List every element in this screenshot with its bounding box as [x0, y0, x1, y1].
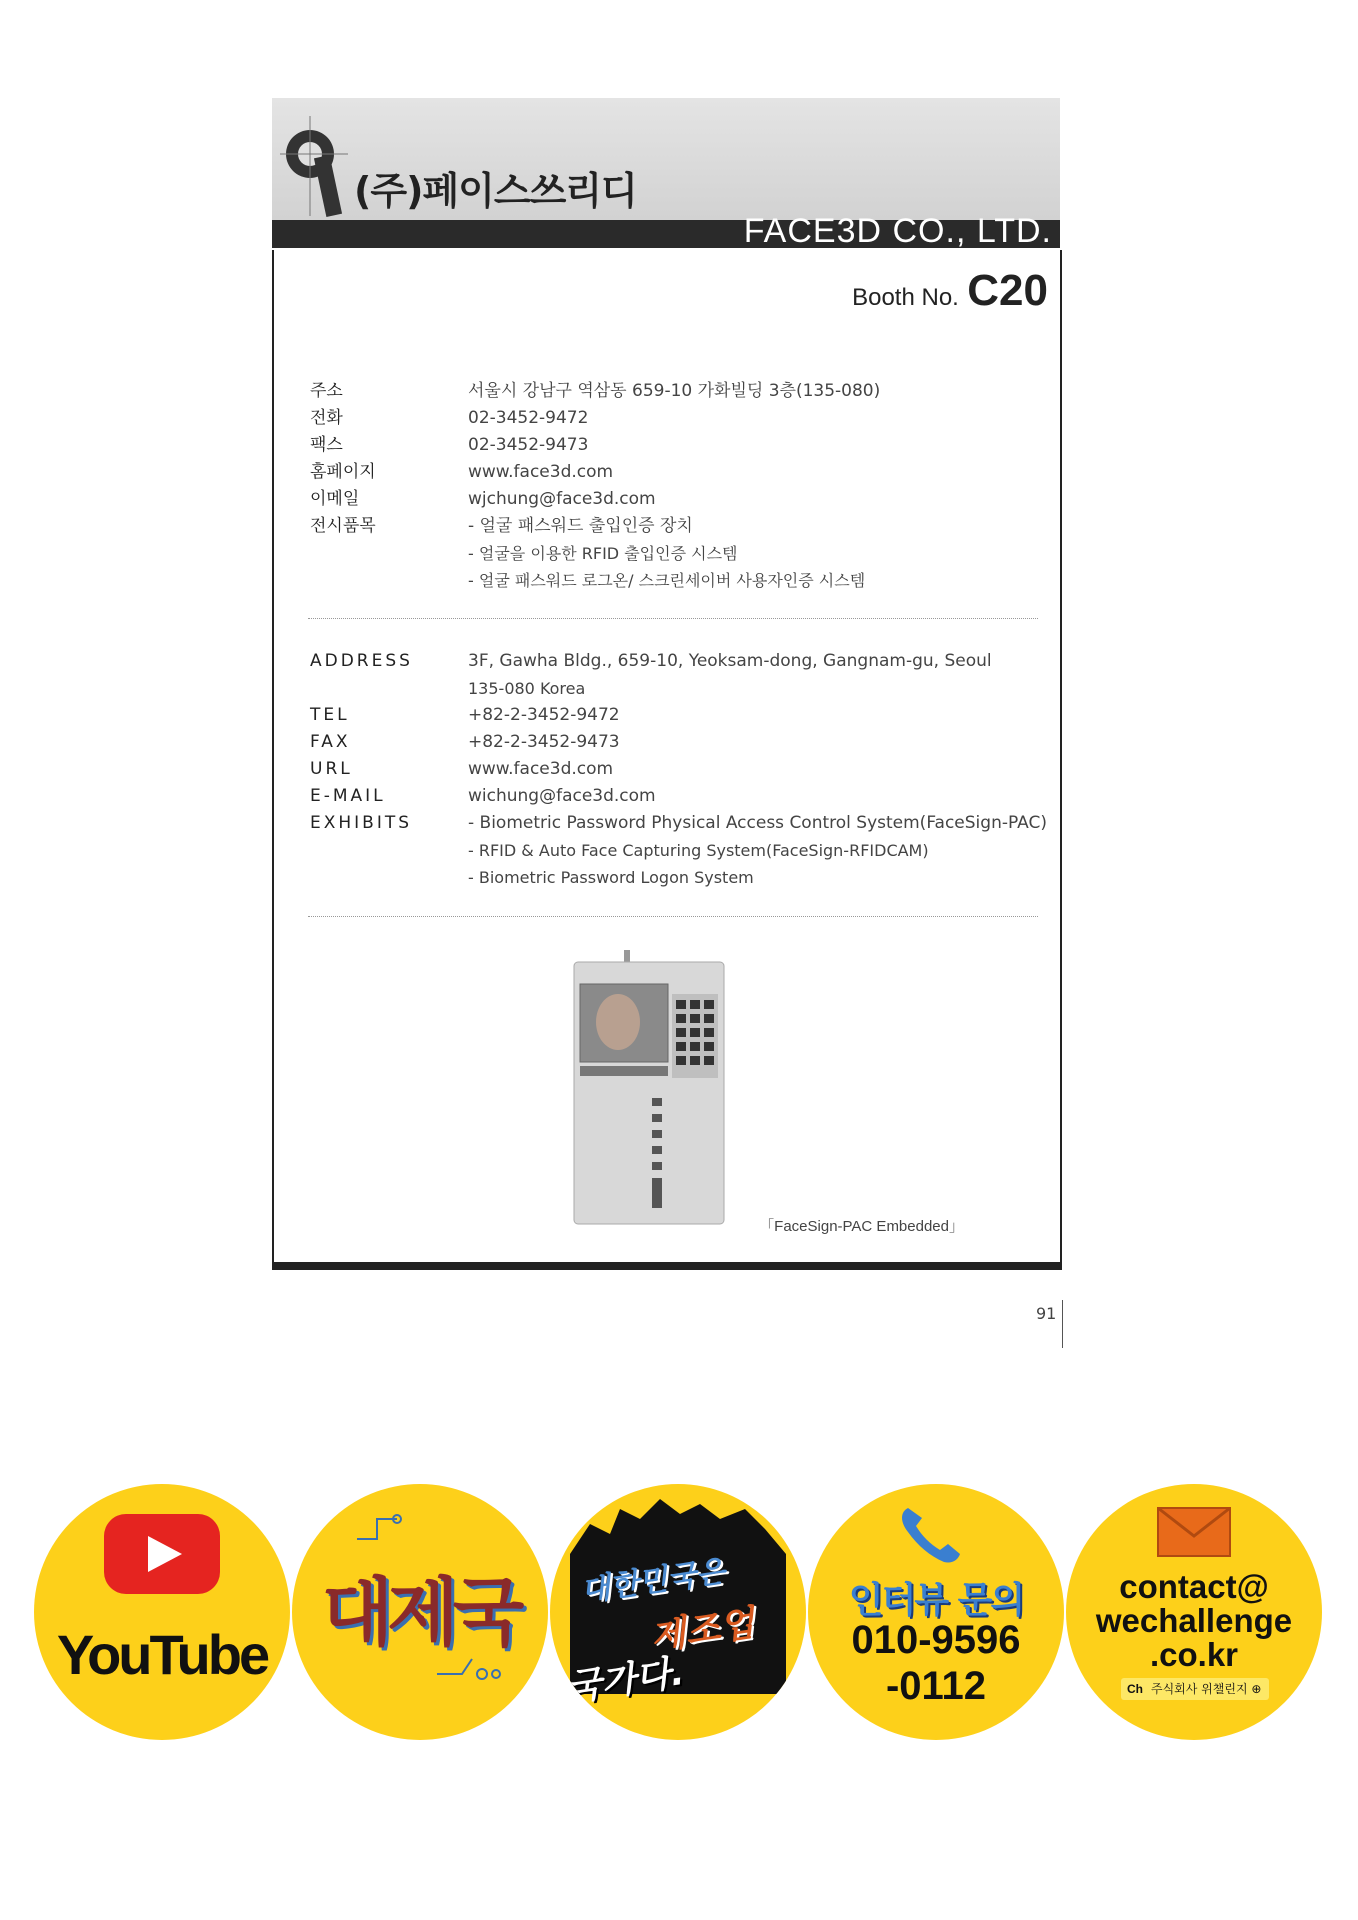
kr-exhibit-item: - 얼굴 패스워드 로그온/ 스크린세이버 사용자인증 시스템 — [468, 571, 866, 590]
en-label: URL — [310, 759, 353, 779]
en-address-line2: 135-080 Korea — [468, 679, 586, 698]
en-row-email — [310, 783, 656, 810]
en-label: EXHIBITS — [310, 813, 413, 833]
channel-name: 주식회사 위챌린지 — [1151, 1682, 1248, 1696]
en-label: TEL — [310, 705, 350, 725]
en-value: wichung@face3d.com — [468, 786, 656, 806]
contact-line3: .co.kr — [1149, 1636, 1239, 1673]
youtube-circle-button[interactable] — [34, 1484, 290, 1740]
dajeguk-label: 대제국 — [321, 1570, 519, 1656]
en-exhibit-item: - RFID & Auto Face Capturing System(FaceSign-RFIDCAM) — [468, 841, 929, 860]
company-header — [272, 98, 1060, 248]
envelope-icon — [1156, 1506, 1232, 1558]
kr-value: 02-3452-9472 — [468, 408, 589, 428]
plus-icon: ⊕ — [1251, 1682, 1262, 1696]
kr-row-address — [310, 378, 880, 405]
kr-row-homepage — [310, 459, 613, 486]
kr-exhibit-item: - 얼굴을 이용한 RFID 출입인증 시스템 — [468, 544, 738, 563]
kr-value: 02-3452-9473 — [468, 435, 589, 455]
kr-row-phone — [310, 405, 588, 432]
contact-line2: wechallenge — [1095, 1602, 1293, 1639]
page-number: 91 — [1036, 1304, 1057, 1323]
manufacturing-line1: 대한민국은 — [578, 1554, 728, 1609]
circuit-decoration-icon — [432, 1654, 502, 1694]
kr-value: www.face3d.com — [468, 462, 614, 482]
interview-phone-line1: 010-9596 — [851, 1618, 1021, 1662]
booth-label: Booth No. — [852, 284, 959, 311]
company-info-panel — [272, 250, 1062, 1270]
en-row-exhibits — [310, 810, 1047, 837]
contact-circle-button[interactable] — [1066, 1484, 1322, 1740]
kr-label: 홈페이지 — [310, 462, 376, 482]
en-exhibit-item: - Biometric Password Logon System — [468, 868, 754, 887]
kr-label: 팩스 — [310, 435, 343, 455]
contact-line1: contact@ — [1119, 1568, 1269, 1605]
manufacturing-line2: 제조업 — [648, 1602, 758, 1659]
interview-circle-button[interactable] — [808, 1484, 1064, 1740]
kr-label: 전화 — [310, 408, 343, 428]
face3d-logo-icon — [280, 112, 350, 222]
section-divider — [308, 618, 1038, 619]
en-value: +82-2-3452-9472 — [468, 705, 620, 725]
kakao-channel-badge[interactable] — [1121, 1678, 1269, 1700]
youtube-play-icon — [104, 1514, 220, 1594]
channel-icon: Ch — [1127, 1682, 1143, 1696]
kr-value: - 얼굴 패스워드 출입인증 장치 — [468, 516, 693, 536]
kr-row-email — [310, 486, 656, 513]
en-value: - Biometric Password Physical Access Control System(FaceSign-PAC) — [468, 813, 1047, 833]
en-label: ADDRESS — [310, 651, 413, 671]
manufacturing-circle-button[interactable] — [550, 1484, 806, 1740]
kr-row-exhibits — [310, 513, 693, 540]
dajeguk-circle-button[interactable] — [292, 1484, 548, 1740]
en-value: +82-2-3452-9473 — [468, 732, 620, 752]
booth-number — [852, 266, 1048, 316]
kr-value: wjchung@face3d.com — [468, 489, 656, 509]
interview-phone-line2: -0112 — [885, 1664, 987, 1708]
section-divider — [308, 916, 1038, 917]
company-name-korean: (주)페이스쓰리디 — [354, 169, 637, 213]
kr-label: 이메일 — [310, 489, 360, 509]
kr-value: 서울시 강남구 역삼동 659-10 가화빌딩 3층(135-080) — [468, 381, 881, 401]
interview-title: 인터뷰 문의 — [848, 1580, 1024, 1621]
kr-row-fax — [310, 432, 588, 459]
en-value: www.face3d.com — [468, 759, 614, 779]
facesign-device-image — [564, 950, 744, 1230]
en-label: FAX — [310, 732, 351, 752]
phone-icon — [896, 1502, 966, 1566]
en-row-url — [310, 756, 613, 783]
booth-code: C20 — [967, 266, 1048, 315]
kr-label: 주소 — [310, 381, 343, 401]
page-number-rule — [1062, 1300, 1063, 1348]
product-caption: 「FaceSign-PAC Embedded」 — [759, 1218, 964, 1235]
manufacturing-line3: 국가다. — [564, 1651, 687, 1709]
circuit-decoration-icon — [352, 1504, 412, 1544]
en-label: E-MAIL — [310, 786, 386, 806]
company-name-english: FACE3D CO., LTD. — [743, 212, 1052, 250]
en-row-address — [310, 648, 992, 675]
en-row-fax — [310, 729, 620, 756]
youtube-label: YouTube — [56, 1623, 268, 1686]
en-value: 3F, Gawha Bldg., 659-10, Yeoksam-dong, Gangnam-gu, Seoul — [468, 651, 992, 671]
en-row-tel — [310, 702, 620, 729]
kr-label: 전시품목 — [310, 516, 376, 536]
